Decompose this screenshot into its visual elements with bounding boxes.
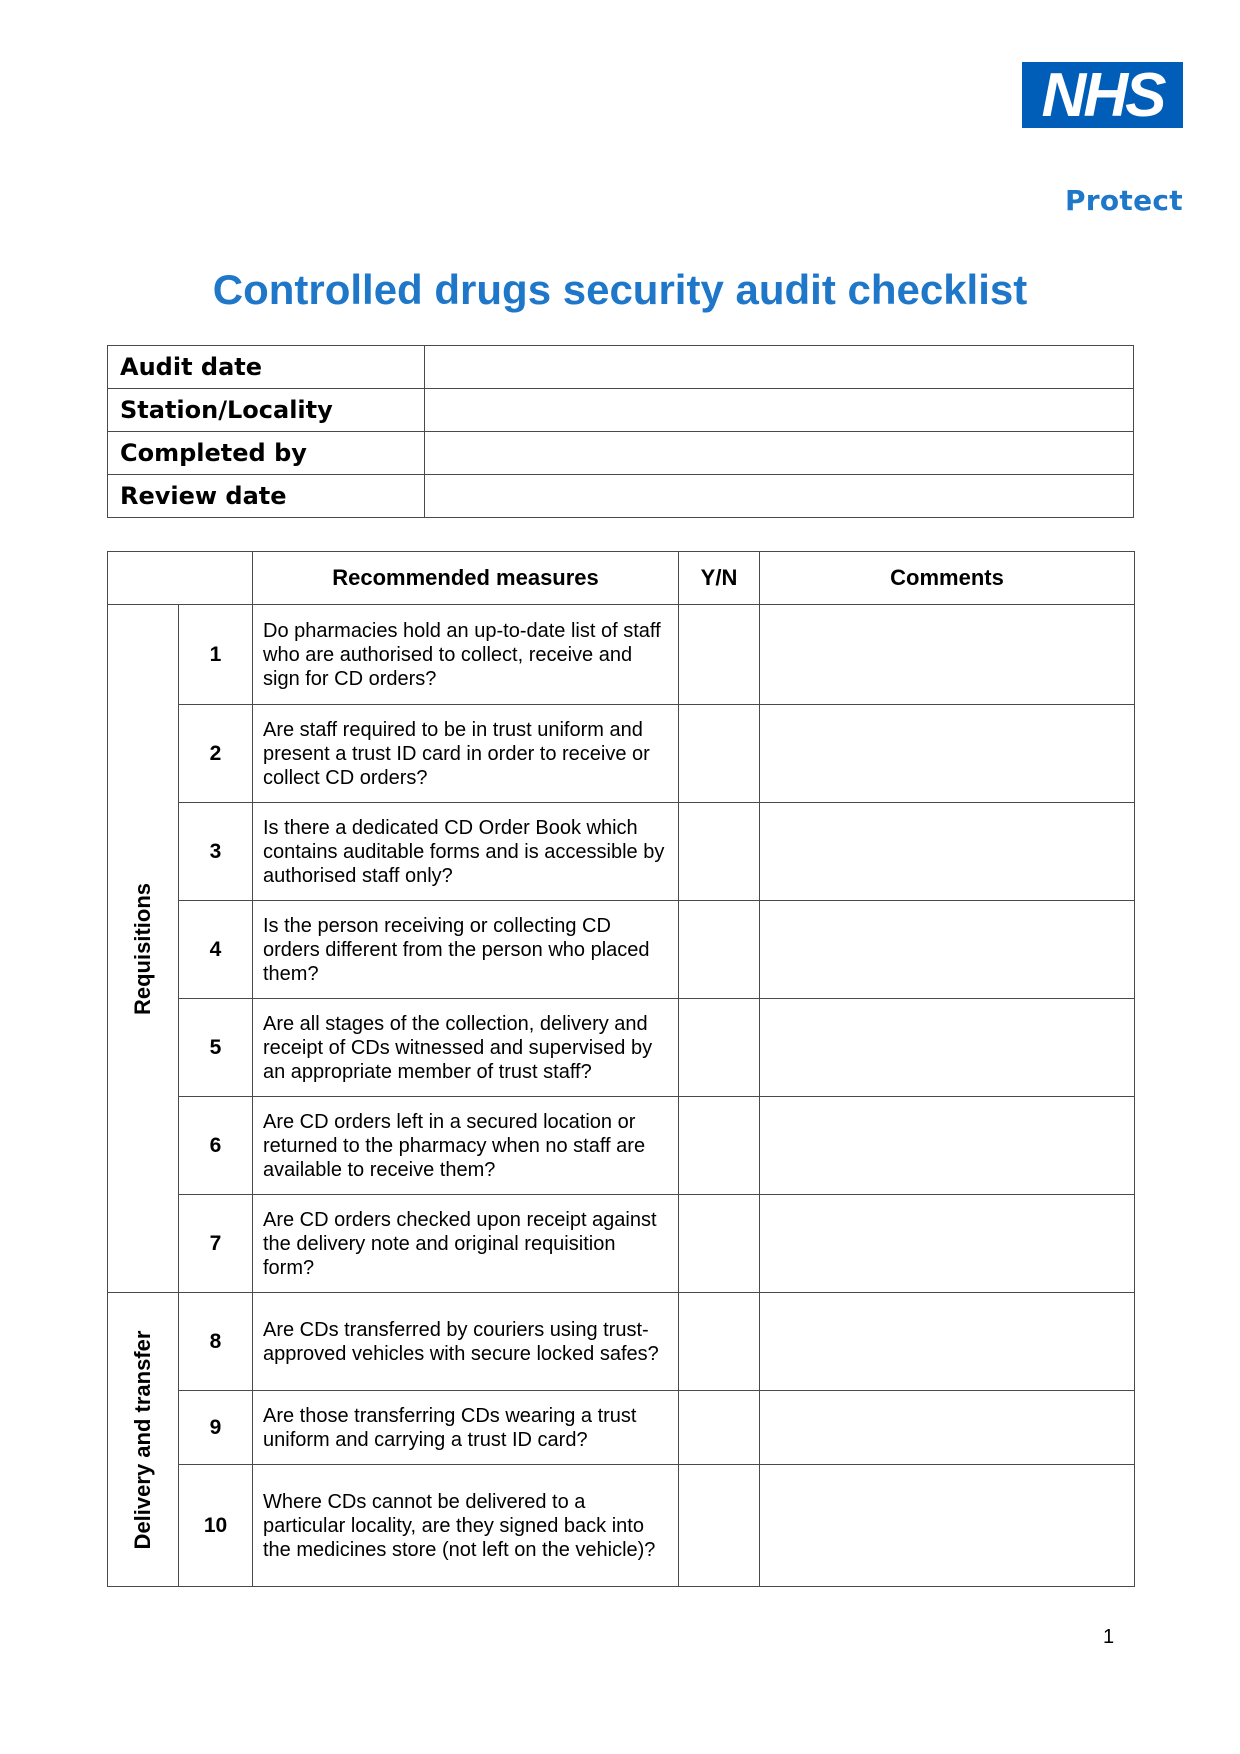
table-row xyxy=(108,705,1135,803)
header-recommended-measures: Recommended measures xyxy=(253,552,679,605)
section-cell-delivery-and-transfer xyxy=(108,1293,179,1587)
measure-text: Are CD orders left in a secured location or returned to the pharmacy when no staff are available to receive them? xyxy=(253,1097,679,1195)
measure-text: Where CDs cannot be delivered to a particular locality, are they signed back into the medicines store (not left on the vehicle)? xyxy=(253,1465,679,1587)
protective-marking: Protect xyxy=(1064,184,1183,217)
table-row xyxy=(108,1293,1135,1391)
header-comments: Comments xyxy=(760,552,1135,605)
info-row-audit-date xyxy=(108,346,1134,389)
measure-text: Is the person receiving or collecting CD orders different from the person who placed them? xyxy=(253,901,679,999)
table-row xyxy=(108,605,1135,705)
yn-cell[interactable] xyxy=(679,705,760,803)
yn-cell[interactable] xyxy=(679,901,760,999)
item-number: 10 xyxy=(179,1465,253,1587)
yn-cell[interactable] xyxy=(679,1465,760,1587)
table-row xyxy=(108,1195,1135,1293)
page-number: 1 xyxy=(1103,1626,1115,1648)
yn-cell[interactable] xyxy=(679,1293,760,1391)
comments-cell[interactable] xyxy=(760,1293,1135,1391)
table-row xyxy=(108,1465,1135,1587)
nhs-logo xyxy=(1022,62,1183,128)
item-number: 7 xyxy=(179,1195,253,1293)
audit-info-table xyxy=(107,345,1134,518)
info-value-field[interactable] xyxy=(425,389,1134,432)
measure-text: Is there a dedicated CD Order Book which contains auditable forms and is accessible by authorised staff only? xyxy=(253,803,679,901)
yn-cell[interactable] xyxy=(679,1391,760,1465)
measure-text: Are staff required to be in trust uniform and present a trust ID card in order to receive or collect CD orders? xyxy=(253,705,679,803)
info-value-field[interactable] xyxy=(425,346,1134,389)
info-row-completed-by xyxy=(108,432,1134,475)
table-row xyxy=(108,1391,1135,1465)
section-label: Delivery and transfer xyxy=(130,1330,155,1549)
item-number: 5 xyxy=(179,999,253,1097)
yn-cell[interactable] xyxy=(679,1097,760,1195)
comments-cell[interactable] xyxy=(760,705,1135,803)
measure-text: Are all stages of the collection, delivery and receipt of CDs witnessed and supervised by an appropriate member of trust staff? xyxy=(253,999,679,1097)
item-number: 6 xyxy=(179,1097,253,1195)
measure-text: Are CDs transferred by couriers using trust-approved vehicles with secure locked safes? xyxy=(253,1293,679,1391)
item-number: 8 xyxy=(179,1293,253,1391)
info-row-review-date xyxy=(108,475,1134,518)
comments-cell[interactable] xyxy=(760,1465,1135,1587)
comments-cell[interactable] xyxy=(760,999,1135,1097)
item-number: 1 xyxy=(179,605,253,705)
info-row-station-locality xyxy=(108,389,1134,432)
yn-cell[interactable] xyxy=(679,1195,760,1293)
info-value-field[interactable] xyxy=(425,432,1134,475)
page-title: Controlled drugs security audit checklist xyxy=(212,266,1028,313)
yn-cell[interactable] xyxy=(679,999,760,1097)
info-value-field[interactable] xyxy=(425,475,1134,518)
comments-cell[interactable] xyxy=(760,803,1135,901)
header-yn: Y/N xyxy=(679,552,760,605)
item-number: 3 xyxy=(179,803,253,901)
checklist-header-row xyxy=(108,552,1135,605)
section-label: Requisitions xyxy=(130,882,155,1015)
measure-text: Are those transferring CDs wearing a trust uniform and carrying a trust ID card? xyxy=(253,1391,679,1465)
table-row xyxy=(108,901,1135,999)
comments-cell[interactable] xyxy=(760,1195,1135,1293)
item-number: 4 xyxy=(179,901,253,999)
info-label: Completed by xyxy=(108,432,425,475)
item-number: 2 xyxy=(179,705,253,803)
comments-cell[interactable] xyxy=(760,1097,1135,1195)
info-label: Station/Locality xyxy=(108,389,425,432)
comments-cell[interactable] xyxy=(760,901,1135,999)
checklist-table xyxy=(107,551,1135,1587)
header-blank-cell xyxy=(108,552,253,605)
info-label: Review date xyxy=(108,475,425,518)
yn-cell[interactable] xyxy=(679,803,760,901)
comments-cell[interactable] xyxy=(760,1391,1135,1465)
table-row xyxy=(108,1097,1135,1195)
section-cell-requisitions xyxy=(108,605,179,1293)
table-row xyxy=(108,803,1135,901)
comments-cell[interactable] xyxy=(760,605,1135,705)
yn-cell[interactable] xyxy=(679,605,760,705)
nhs-logo-text: NHS xyxy=(1041,62,1164,128)
item-number: 9 xyxy=(179,1391,253,1465)
table-row xyxy=(108,999,1135,1097)
measure-text: Are CD orders checked upon receipt against the delivery note and original requisition form? xyxy=(253,1195,679,1293)
info-label: Audit date xyxy=(108,346,425,389)
measure-text: Do pharmacies hold an up-to-date list of staff who are authorised to collect, receive and sign for CD orders? xyxy=(253,605,679,705)
